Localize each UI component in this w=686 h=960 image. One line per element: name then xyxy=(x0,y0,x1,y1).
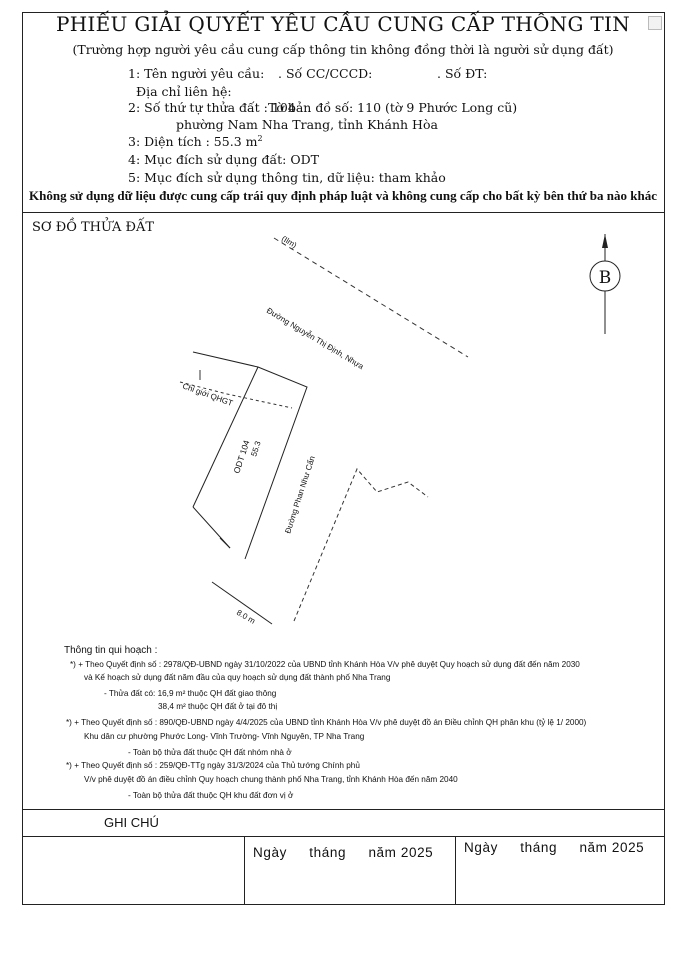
notes-col-sep-2 xyxy=(455,836,456,904)
planning-line-8: *) + Theo Quyết định số : 259/QĐ-TTg ngày 31/3/2024 của Thủ tướng Chính phủ xyxy=(66,761,360,770)
land-use-purpose: 4: Mục đích sử dụng đất: ODT xyxy=(128,152,319,167)
requester-id: . Số CC/CCCD: xyxy=(278,66,373,81)
parcel-corner-line xyxy=(220,538,230,548)
planning-line-2: và Kế hoạch sử dụng đất năm đầu của quy hoạch sử dụng đất thành phố Nha Trang xyxy=(84,673,391,682)
notes-top-separator xyxy=(23,809,664,810)
planning-heading: Thông tin qui hoạch : xyxy=(64,645,158,656)
right-month-label: tháng xyxy=(520,840,558,855)
parcel-code-label: ODT 104 xyxy=(231,438,252,475)
left-month-label: tháng xyxy=(309,845,347,860)
planning-line-6: Khu dân cư phường Phước Long- Vĩnh Trường- Vĩnh Nguyên, TP Nha Trang xyxy=(84,732,365,741)
qhgt-label: Chỉ giới QHGT xyxy=(181,381,235,408)
planning-line-10: - Toàn bộ thửa đất thuộc QH khu đất đơn vị ở xyxy=(128,791,294,800)
area-value: 3: Diện tích : 55.3 m xyxy=(128,134,258,150)
notes-header-separator xyxy=(23,836,664,837)
parcel-area xyxy=(128,134,263,149)
planning-line-4: 38,4 m² thuộc QH đất ở tại đô thị xyxy=(158,702,278,711)
area-unit-sup: 2 xyxy=(257,134,263,143)
right-signature-date xyxy=(464,840,662,855)
left-day-label: Ngày xyxy=(253,845,287,860)
road-label-phan-nhu-can: Đường Phan Như Cẩn xyxy=(283,454,317,535)
road-label-nguyen-thi-dinh: Đường Nguyễn Thị Định, Nhựa xyxy=(264,305,366,372)
requester-name: 1: Tên người yêu cầu: xyxy=(128,66,265,81)
notes-label: GHI CHÚ xyxy=(104,815,159,830)
parcel-number: 2: Số thứ tự thửa đất : 104 xyxy=(128,100,296,115)
planning-line-1: *) + Theo Quyết định số : 2978/QĐ-UBND ngày 31/10/2022 của UBND tỉnh Khánh Hòa V/v phê duyệt Quy hoạch sử dụng đất đến năm 2030 xyxy=(70,660,580,669)
phan-nhu-can-road-edge xyxy=(294,469,428,621)
left-signature-date xyxy=(253,845,451,860)
usage-warning: Không sử dụng dữ liệu được cung cấp trái quy định pháp luật và không cung cấp cho bất kỳ bên thứ ba nào khác xyxy=(29,188,657,203)
contact-address: Địa chỉ liên hệ: xyxy=(136,84,232,99)
planning-line-5: *) + Theo Quyết định số : 890/QĐ-UBND ngày 4/4/2025 của UBND tỉnh Khánh Hòa V/v phê duyệt đồ án Điều chỉnh QH phân khu (tỷ lệ 1/ 2000) xyxy=(66,718,587,727)
document-title: PHIẾU GIẢI QUYẾT YÊU CẦU CUNG CẤP THÔNG TIN xyxy=(55,12,631,36)
requester-phone: . Số ĐT: xyxy=(437,66,488,81)
road-tag-label: (Ilm) xyxy=(279,233,299,250)
document-subtitle: (Trường hợp người yêu cầu cung cấp thông tin không đồng thời là người sử dụng đất) xyxy=(72,42,614,57)
ward: phường Nam Nha Trang, tỉnh Khánh Hòa xyxy=(176,117,438,132)
parcel-diagram xyxy=(22,212,665,642)
left-year-label: năm 2025 xyxy=(368,845,434,860)
right-day-label: Ngày xyxy=(464,840,498,855)
map-sheet: Tờ bản đồ số: 110 (tờ 9 Phước Long cũ) xyxy=(268,100,518,115)
info-use-purpose: 5: Mục đích sử dụng thông tin, dữ liệu: tham khảo xyxy=(128,170,446,185)
dimension-label: 8.0 m xyxy=(235,607,257,626)
parcel-area-label: 55.3 xyxy=(249,440,263,458)
road-centerline xyxy=(274,238,468,357)
notes-col-sep-1 xyxy=(244,836,245,904)
section-title: SƠ ĐỒ THỬA ĐẤT xyxy=(32,220,155,235)
planning-line-7: - Toàn bộ thửa đất thuộc QH đất nhóm nhà ở xyxy=(128,748,292,757)
north-letter: B xyxy=(598,268,612,288)
right-year-label: năm 2025 xyxy=(579,840,645,855)
planning-line-3: - Thửa đất có: 16,9 m² thuộc QH đất giao thông xyxy=(104,689,277,698)
planning-line-9: V/v phê duyệt đồ án điều chỉnh Quy hoạch chung thành phố Nha Trang, tỉnh Khánh Hòa đến năm 2040 xyxy=(84,775,458,784)
